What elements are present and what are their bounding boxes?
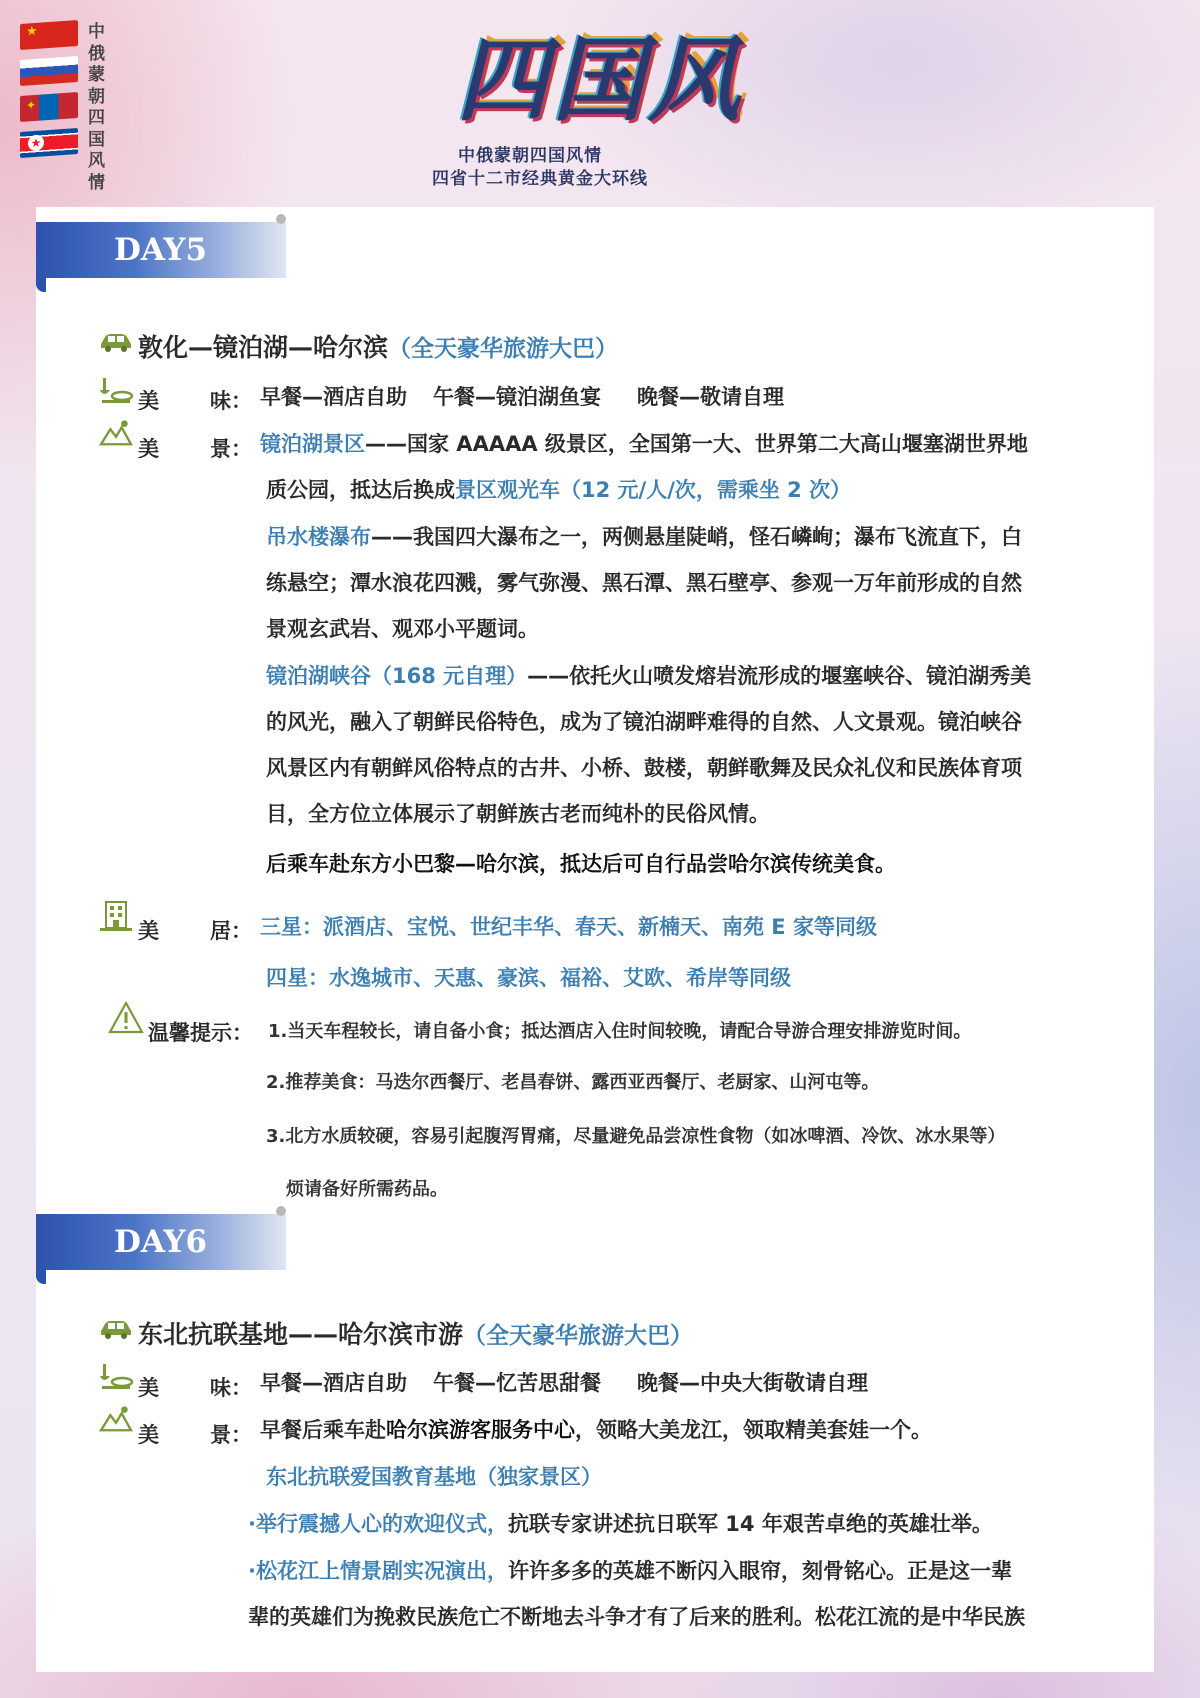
day6-item1 bbox=[248, 1501, 993, 1547]
day6-intro-pre: 早餐后乘车赴 bbox=[260, 1418, 386, 1442]
day5-spot2-desc1: ——我国四大瀑布之一，两侧悬崖陡峭，怪石嶙峋；瀑布飞流直下，白 bbox=[371, 525, 1022, 549]
day6-food-line bbox=[260, 1360, 868, 1406]
day5-badge bbox=[36, 214, 286, 278]
day5-spot1-line1 bbox=[260, 421, 1028, 467]
day6-item2 bbox=[248, 1548, 1012, 1594]
day5-spot2-line1 bbox=[266, 514, 1022, 560]
day5-spot1-bus: 景区观光车（12 元/人/次，需乘坐 2 次） bbox=[455, 478, 852, 502]
china-flag-icon bbox=[20, 20, 78, 50]
day5-dinner: 晚餐—敬请自理 bbox=[637, 385, 784, 409]
day6-scenery-label-b: 景： bbox=[210, 1423, 252, 1447]
day6-scenery-intro bbox=[260, 1407, 932, 1453]
day6-item2-text: 许许多多的英雄不断闪入眼帘，刻骨铭心。正是这一辈 bbox=[507, 1559, 1012, 1583]
day5-spot1-desc2: 质公园，抵达后换成 bbox=[266, 478, 455, 502]
day5-transport: （全天豪华旅游大巴） bbox=[388, 336, 619, 362]
day5-four-star: 四星：水逸城市、天惠、豪滨、福裕、艾欧、希岸等同级 bbox=[266, 966, 791, 990]
vertical-title: 中俄蒙朝四国风情 bbox=[88, 22, 105, 193]
food-icon bbox=[98, 1362, 134, 1392]
day5-tip2: 2.推荐美食：马迭尔西餐厅、老昌春饼、露西亚西餐厅、老厨家、山河屯等。 bbox=[266, 1072, 880, 1093]
day5-spot3-line4: 目，全方位立体展示了朝鲜族古老而纯朴的民俗风情。 bbox=[266, 802, 770, 826]
day6-route-text: 东北抗联基地——哈尔滨市游 bbox=[138, 1320, 464, 1349]
russia-flag-icon bbox=[20, 56, 78, 86]
day6-badge bbox=[36, 1206, 286, 1270]
day6-food-label-b: 味： bbox=[210, 1376, 252, 1400]
day6-breakfast: 早餐—酒店自助 bbox=[260, 1371, 407, 1395]
mountain-icon bbox=[98, 418, 134, 448]
day6-scenery-label-a: 美 bbox=[138, 1423, 159, 1447]
day6-food-label-a: 美 bbox=[138, 1376, 159, 1400]
day6-item1-highlight: ·举行震撼人心的欢迎仪式， bbox=[248, 1512, 508, 1536]
day5-hotel-label-b: 居： bbox=[210, 919, 252, 943]
day5-scenery-label-b: 景： bbox=[210, 437, 252, 461]
day5-spot2-line2: 练悬空；潭水浪花四溅，雾气弥漫、黑石潭、黑石壁亭、参观一万年前形成的自然 bbox=[266, 571, 1022, 595]
day5-spot3-name: 镜泊湖峡谷（168 元自理） bbox=[266, 664, 528, 688]
day5-spot3-line2: 的风光，融入了朝鲜民俗特色，成为了镜泊湖畔难得的自然、人文景观。镜泊峡谷 bbox=[266, 710, 1022, 734]
day5-scenery-label-a: 美 bbox=[138, 437, 159, 461]
day5-closing: 后乘车赴东方小巴黎—哈尔滨，抵达后可自行品尝哈尔滨传统美食。 bbox=[266, 852, 896, 876]
day5-tip1: 1.当天车程较长，请自备小食；抵达酒店入住时间较晚，请配合导游合理安排游览时间。 bbox=[268, 1021, 972, 1042]
day5-food-label-b: 味： bbox=[210, 389, 252, 413]
day6-intro-bold: 哈尔滨游客服务中心 bbox=[386, 1418, 575, 1442]
day5-spot2-name: 吊水楼瀑布 bbox=[266, 525, 371, 549]
day6-route bbox=[138, 1315, 693, 1351]
day5-spot2-line3: 景观玄武岩、观邓小平题词。 bbox=[266, 617, 539, 641]
pin-icon bbox=[276, 1206, 286, 1216]
day6-dinner: 晚餐—中央大街敬请自理 bbox=[637, 1371, 868, 1395]
food-icon bbox=[98, 376, 134, 406]
day5-lunch: 午餐—镜泊湖鱼宴 bbox=[433, 385, 601, 409]
mongolia-flag-icon bbox=[20, 92, 78, 122]
subtitle-1: 中俄蒙朝四国风情 bbox=[458, 146, 602, 166]
day5-tip3: 3.北方水质较硬，容易引起腹泻胃痛，尽量避免品尝凉性食物（如冰啤酒、冷饮、冰水果等） bbox=[266, 1126, 1006, 1147]
car-icon bbox=[98, 326, 134, 356]
day5-route-text: 敦化—镜泊湖—哈尔滨 bbox=[138, 333, 389, 362]
north-korea-flag-icon bbox=[20, 128, 78, 158]
day6-item2-line2: 辈的英雄们为挽救民族危亡不断地去斗争才有了后来的胜利。松花江流的是中华民族 bbox=[248, 1605, 1025, 1629]
day6-intro-post: ，领略大美龙江，领取精美套娃一个。 bbox=[575, 1418, 932, 1442]
day5-tips-label: 温馨提示： bbox=[148, 1021, 253, 1045]
day5-spot1-desc: ——国家 AAAAA 级景区，全国第一大、世界第二大高山堰塞湖世界地 bbox=[365, 432, 1028, 456]
logo-text: 四国风 bbox=[455, 26, 744, 134]
day5-three-star: 三星：派酒店、宝悦、世纪丰华、春天、新楠天、南苑 E 家等同级 bbox=[260, 915, 877, 939]
day6-badge-label: DAY6 bbox=[114, 1224, 208, 1260]
hotel-icon bbox=[98, 898, 134, 934]
day5-spot3-line3: 风景区内有朝鲜风俗特点的古井、小桥、鼓楼，朝鲜歌舞及民众礼仪和民族体育项 bbox=[266, 756, 1022, 780]
day5-spot1-line2 bbox=[266, 467, 851, 513]
car-icon bbox=[98, 1313, 134, 1343]
day5-spot3-line1 bbox=[266, 653, 1031, 699]
pin-icon bbox=[276, 214, 286, 224]
day5-spot3-desc1: ——依托火山喷发熔岩流形成的堰塞峡谷、镜泊湖秀美 bbox=[527, 664, 1032, 688]
subtitle-2: 四省十二市经典黄金大环线 bbox=[432, 169, 648, 189]
warning-icon bbox=[108, 1000, 144, 1036]
day6-item2-highlight: ·松花江上情景剧实况演出， bbox=[248, 1559, 508, 1583]
day6-transport: （全天豪华旅游大巴） bbox=[463, 1323, 694, 1349]
day5-route bbox=[138, 328, 618, 364]
day5-food-label-a: 美 bbox=[138, 389, 159, 413]
day5-hotel-label-a: 美 bbox=[138, 919, 159, 943]
flags-column bbox=[20, 22, 82, 166]
day5-spot1-name: 镜泊湖景区 bbox=[260, 432, 365, 456]
day5-badge-label: DAY5 bbox=[114, 232, 208, 268]
mountain-icon bbox=[98, 1404, 134, 1434]
day5-food-line bbox=[260, 374, 784, 420]
logo bbox=[410, 20, 790, 140]
day5-breakfast: 早餐—酒店自助 bbox=[260, 385, 407, 409]
day5-tip3b: 烦请备好所需药品。 bbox=[286, 1179, 448, 1200]
day6-lunch: 午餐—忆苦思甜餐 bbox=[433, 1371, 601, 1395]
day6-base-name: 东北抗联爱国教育基地（独家景区） bbox=[266, 1465, 602, 1489]
day6-item1-text: 抗联专家讲述抗日联军 14 年艰苦卓绝的英雄壮举。 bbox=[507, 1512, 993, 1536]
